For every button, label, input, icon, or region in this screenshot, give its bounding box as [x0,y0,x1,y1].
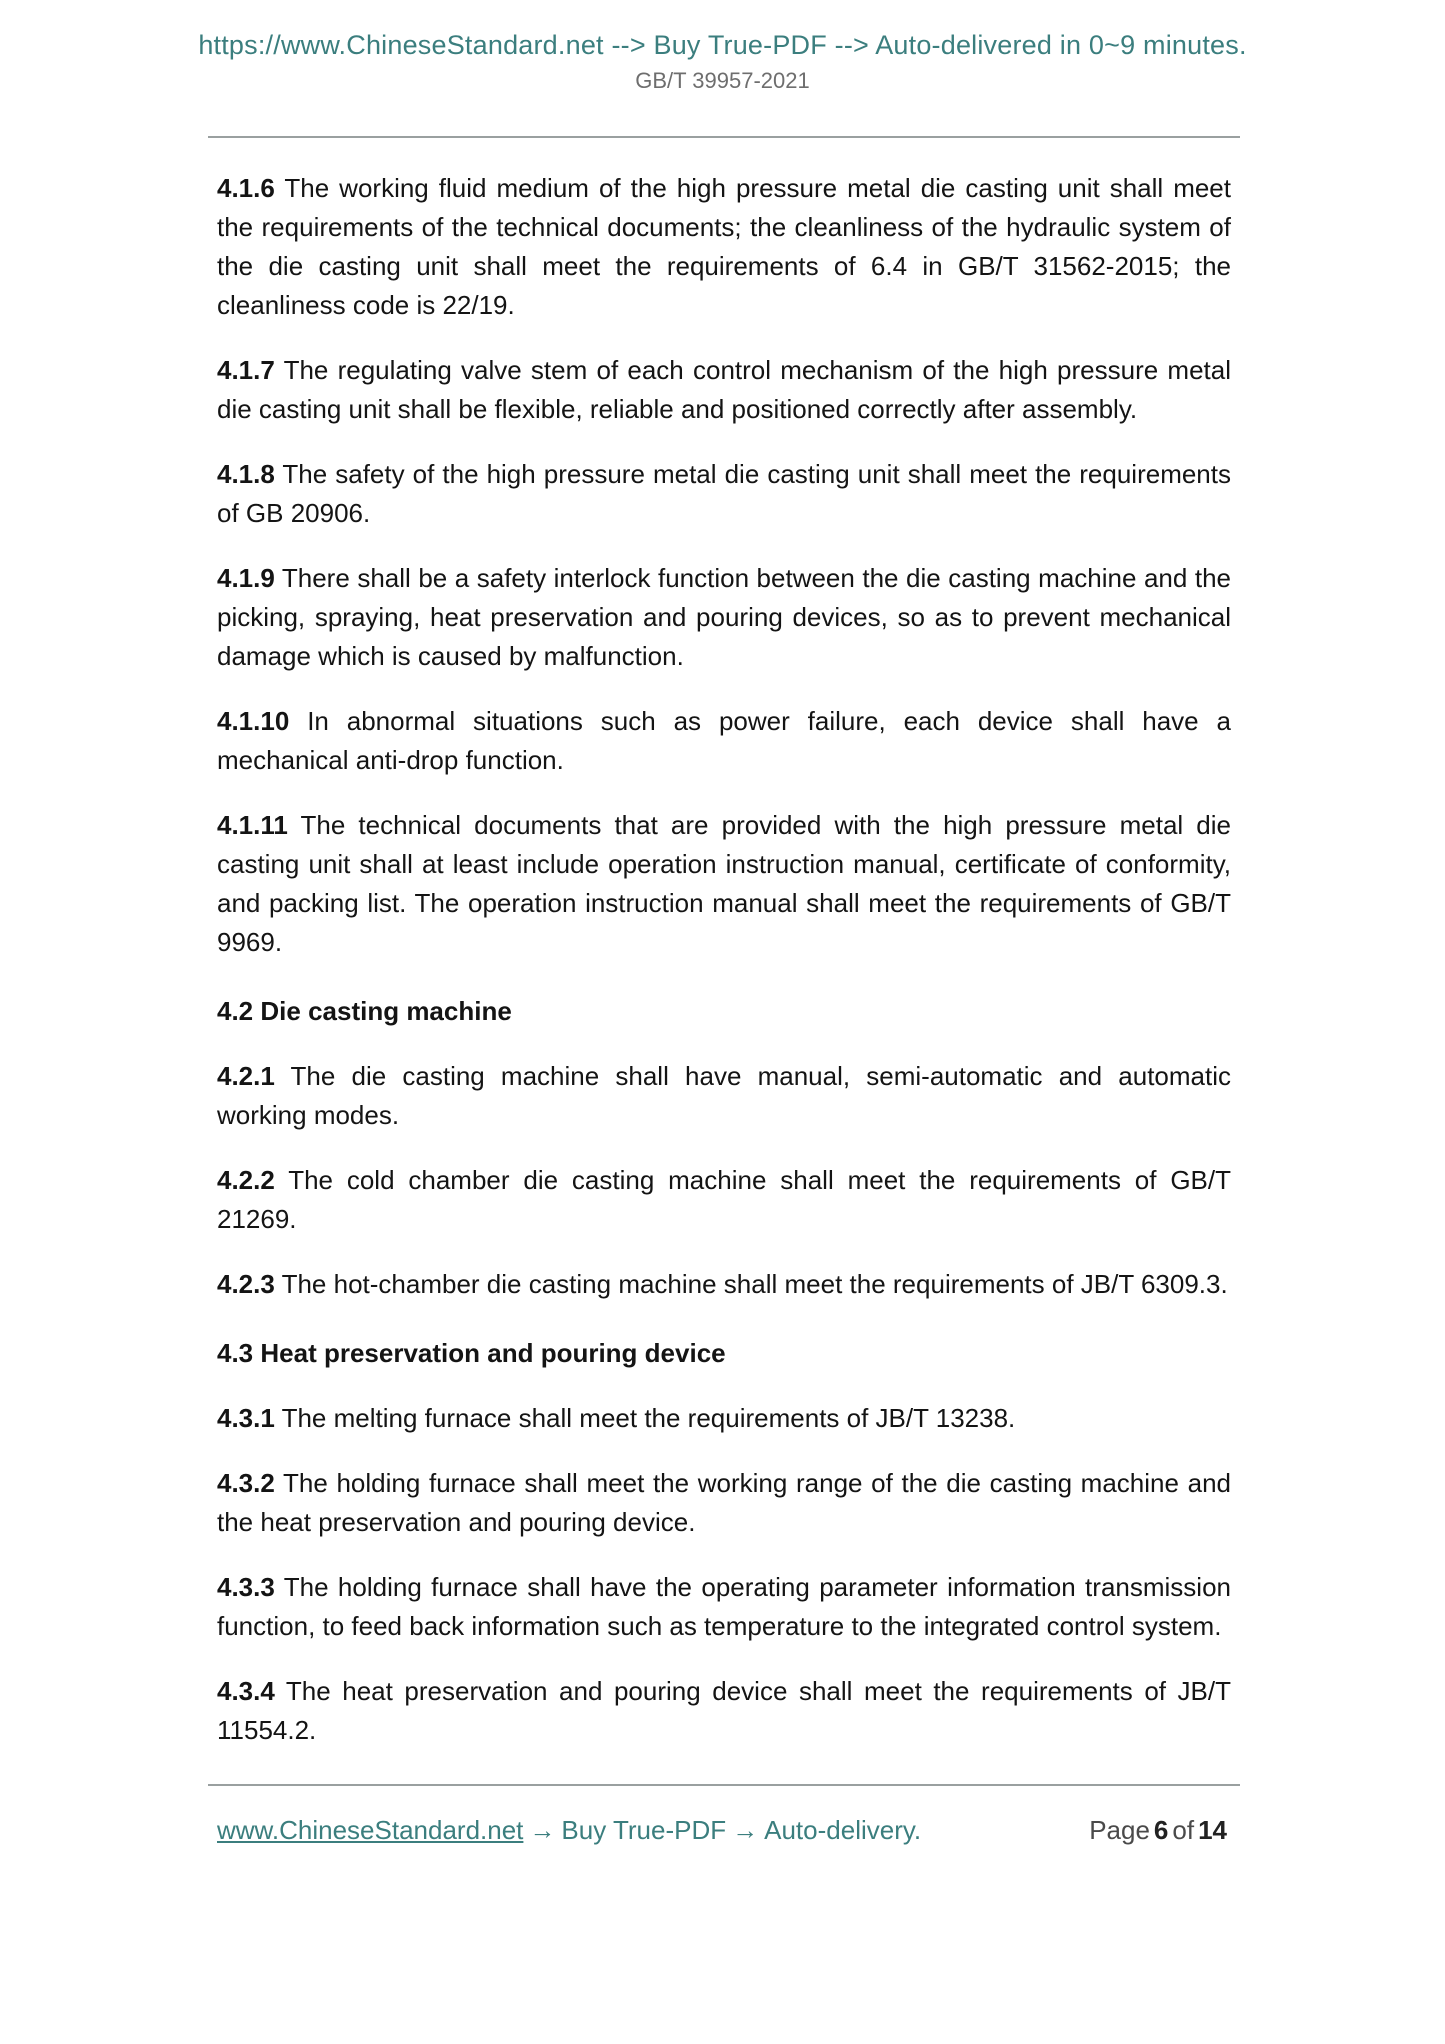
clause-text: The die casting machine shall have manual, semi-automatic and automatic working modes. [217,1061,1231,1130]
clause-number: 4.2 [217,996,254,1026]
doc-number: GB/T 39957-2021 [635,68,810,93]
clause-number: 4.3 [217,1338,254,1368]
header-url-line: https://www.ChineseStandard.net --> Buy True-PDF --> Auto-delivered in 0~9 minutes. [198,30,1247,60]
page-current: 6 [1153,1815,1169,1845]
clause-number: 4.1.8 [217,459,275,489]
body-paragraph [217,1161,1231,1239]
section-heading [217,1334,1231,1373]
clause-number: 4.1.7 [217,355,275,385]
bottom-divider [208,1784,1240,1786]
clause-text: The safety of the high pressure metal die casting unit shall meet the requirements of GB 20906. [217,459,1231,528]
footer-delivery-text: Auto-delivery. [764,1815,922,1845]
footer-branding [217,1812,921,1848]
body-paragraph [217,1399,1231,1438]
body-paragraphs [208,169,1240,1750]
page-label: Page [1089,1815,1150,1845]
body-paragraph [217,1672,1231,1750]
body-paragraph [217,455,1231,533]
clause-text: The holding furnace shall have the operating parameter information transmission function, to feed back information such as temperature to the integrated control system. [217,1572,1231,1641]
body-paragraph [217,559,1231,676]
body-paragraph [217,1568,1231,1646]
page-footer [208,1812,1240,1848]
clause-number: 4.1.10 [217,706,290,736]
clause-number: 4.3.3 [217,1572,275,1602]
body-paragraph [217,702,1231,780]
body-paragraph [217,1464,1231,1542]
page-header [0,0,1445,96]
clause-text: In abnormal situations such as power failure, each device shall have a mechanical anti-drop function. [217,706,1231,775]
document-content [208,136,1240,1848]
clause-number: 4.3.2 [217,1468,275,1498]
section-heading [217,992,1231,1031]
clause-text: The hot-chamber die casting machine shall meet the requirements of JB/T 6309.3. [274,1269,1228,1299]
clause-number: 4.1.6 [217,173,275,203]
body-paragraph [217,169,1231,325]
clause-text: The working fluid medium of the high pressure metal die casting unit shall meet the requirements of the technical documents; the cleanliness of the hydraulic system of the die casting unit shall meet the requirements of 6.4 in GB/T 31562-2015; the cleanliness code is 22/19. [217,173,1231,320]
clause-number: 4.2.2 [217,1165,275,1195]
top-divider [208,136,1240,138]
page-total: 14 [1198,1815,1227,1845]
clause-text: There shall be a safety interlock function between the die casting machine and the picking, spraying, heat preservation and pouring devices, so as to prevent mechanical damage which is caused by malfunction. [217,563,1231,671]
clause-number: 4.1.11 [217,810,288,840]
clause-text: The holding furnace shall meet the working range of the die casting machine and the heat preservation and pouring device. [217,1468,1231,1537]
footer-site-link[interactable]: www.ChineseStandard.net [217,1815,524,1845]
body-paragraph [217,1057,1231,1135]
clause-number: 4.1.9 [217,563,275,593]
arrow-icon: → [732,1815,759,1845]
clause-text: Heat preservation and pouring device [253,1338,726,1368]
clause-number: 4.3.4 [217,1676,275,1706]
page-indicator [1089,1812,1231,1848]
page-of-label: of [1172,1815,1195,1845]
body-paragraph [217,806,1231,962]
body-paragraph [217,1265,1231,1304]
clause-text: The regulating valve stem of each control mechanism of the high pressure metal die casting unit shall be flexible, reliable and positioned correctly after assembly. [217,355,1231,424]
clause-text: The technical documents that are provided with the high pressure metal die casting unit shall at least include operation instruction manual, certificate of conformity, and packing list. The operation instruction manual shall meet the requirements of GB/T 9969. [217,810,1231,957]
clause-number: 4.2.1 [217,1061,275,1091]
body-paragraph [217,351,1231,429]
clause-text: The heat preservation and pouring device shall meet the requirements of JB/T 11554.2. [217,1676,1231,1745]
clause-text: The melting furnace shall meet the requirements of JB/T 13238. [274,1403,1016,1433]
clause-number: 4.3.1 [217,1403,275,1433]
clause-text: Die casting machine [253,996,512,1026]
arrow-icon: → [529,1815,556,1845]
clause-text: The cold chamber die casting machine shall meet the requirements of GB/T 21269. [217,1165,1231,1234]
clause-number: 4.2.3 [217,1269,275,1299]
footer-buy-text: Buy True-PDF [561,1815,727,1845]
